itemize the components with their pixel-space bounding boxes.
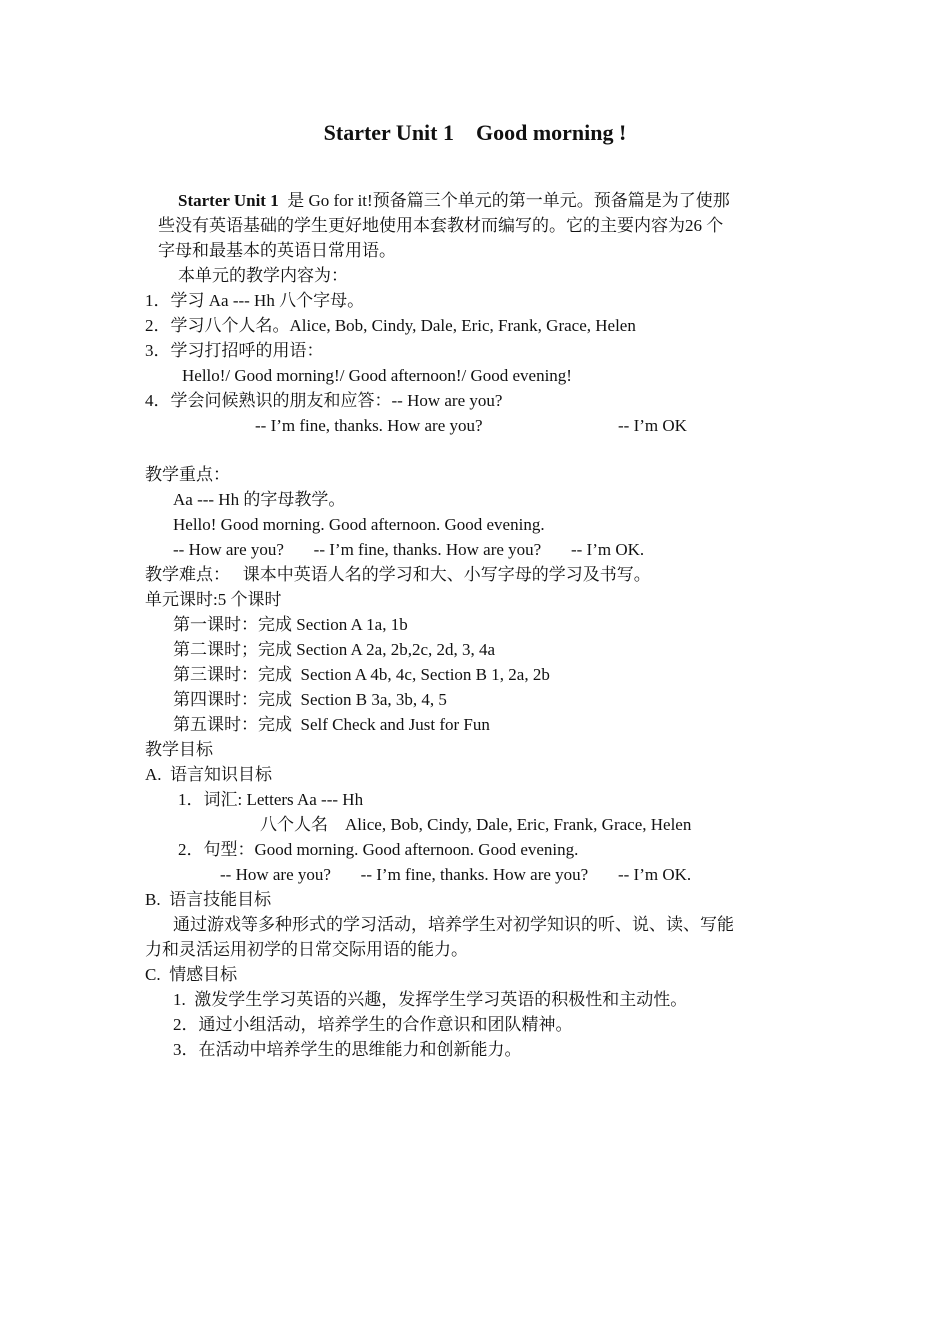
key-point-1: Aa --- Hh 的字母教学。 xyxy=(173,490,346,509)
key-point-3: -- How are you? -- I’m fine, thanks. How are you? -- I’m OK. xyxy=(173,540,645,559)
period-4: 第四课时：完成 Section B 3a, 3b, 4, 5 xyxy=(173,690,447,709)
intro-line-3: 字母和最基本的英语日常用语。 xyxy=(158,241,396,260)
key-point-2: Hello! Good morning. Good afternoon. Good evening. xyxy=(173,515,545,534)
objective-c-heading: C. 情感目标 xyxy=(145,965,238,984)
objective-c-item-2: 2．通过小组活动，培养学生的合作意识和团队精神。 xyxy=(173,1015,573,1034)
objective-a-names: 八个人名 Alice, Bob, Cindy, Dale, Eric, Frank, Grace, Helen xyxy=(260,815,692,834)
objectives-heading: 教学目标 xyxy=(145,740,213,759)
intro-line-1 xyxy=(178,190,730,212)
period-2: 第二课时；完成 Section A 2a, 2b,2c, 2d, 3, 4a xyxy=(173,640,496,659)
content-answer-2: -- I’m OK xyxy=(618,416,687,435)
intro-line-1-rest: 是 Go for it!预备篇三个单元的第一单元。预备篇是为了使那 xyxy=(278,191,730,210)
objective-b-line-1: 通过游戏等多种形式的学习活动，培养学生对初学知识的听、说、读、写能 xyxy=(173,915,734,934)
objective-a-vocab: 1．词汇: Letters Aa --- Hh xyxy=(178,790,364,809)
key-points-heading: 教学重点： xyxy=(145,465,230,484)
objective-a-heading: A. 语言知识目标 xyxy=(145,765,273,784)
period-1: 第一课时：完成 Section A 1a, 1b xyxy=(173,615,408,634)
intro-bold-lead: Starter Unit 1 xyxy=(178,191,279,210)
document-title: Starter Unit 1 Good morning ! xyxy=(323,120,627,145)
periods-heading: 单元课时:5 个课时 xyxy=(145,590,282,609)
content-item-4: 4．学会问候熟识的朋友和应答：-- How are you? xyxy=(145,391,503,410)
period-3: 第三课时：完成 Section A 4b, 4c, Section B 1, 2a, 2b xyxy=(173,665,550,684)
content-item-2: 2．学习八个人名。Alice, Bob, Cindy, Dale, Eric, Frank, Grace, Helen xyxy=(145,316,636,335)
difficulties: 教学难点： 课本中英语人名的学习和大、小写字母的学习及书写。 xyxy=(145,565,651,584)
objective-a-sentence: 2．句型：Good morning. Good afternoon. Good evening. xyxy=(178,840,579,859)
objective-a-dialog: -- How are you? -- I’m fine, thanks. How are you? -- I’m OK. xyxy=(220,865,692,884)
objective-c-item-1: 1. 激发学生学习英语的兴趣，发挥学生学习英语的积极性和主动性。 xyxy=(173,990,688,1009)
intro-line-2: 些没有英语基础的学生更好地使用本套教材而编写的。它的主要内容为26 个 xyxy=(158,216,724,235)
content-greetings: Hello!/ Good morning!/ Good afternoon!/ Good evening! xyxy=(182,366,572,385)
content-item-3: 3．学习打招呼的用语： xyxy=(145,341,324,360)
objective-b-heading: B. 语言技能目标 xyxy=(145,890,272,909)
content-answer-1: -- I’m fine, thanks. How are you? xyxy=(255,416,483,435)
period-5: 第五课时：完成 Self Check and Just for Fun xyxy=(173,715,490,734)
content-item-1: 1．学习 Aa --- Hh 八个字母。 xyxy=(145,291,365,310)
intro-line-4: 本单元的教学内容为： xyxy=(178,266,348,285)
objective-c-item-3: 3．在活动中培养学生的思维能力和创新能力。 xyxy=(173,1040,522,1059)
objective-b-line-2: 力和灵活运用初学的日常交际用语的能力。 xyxy=(145,940,468,959)
